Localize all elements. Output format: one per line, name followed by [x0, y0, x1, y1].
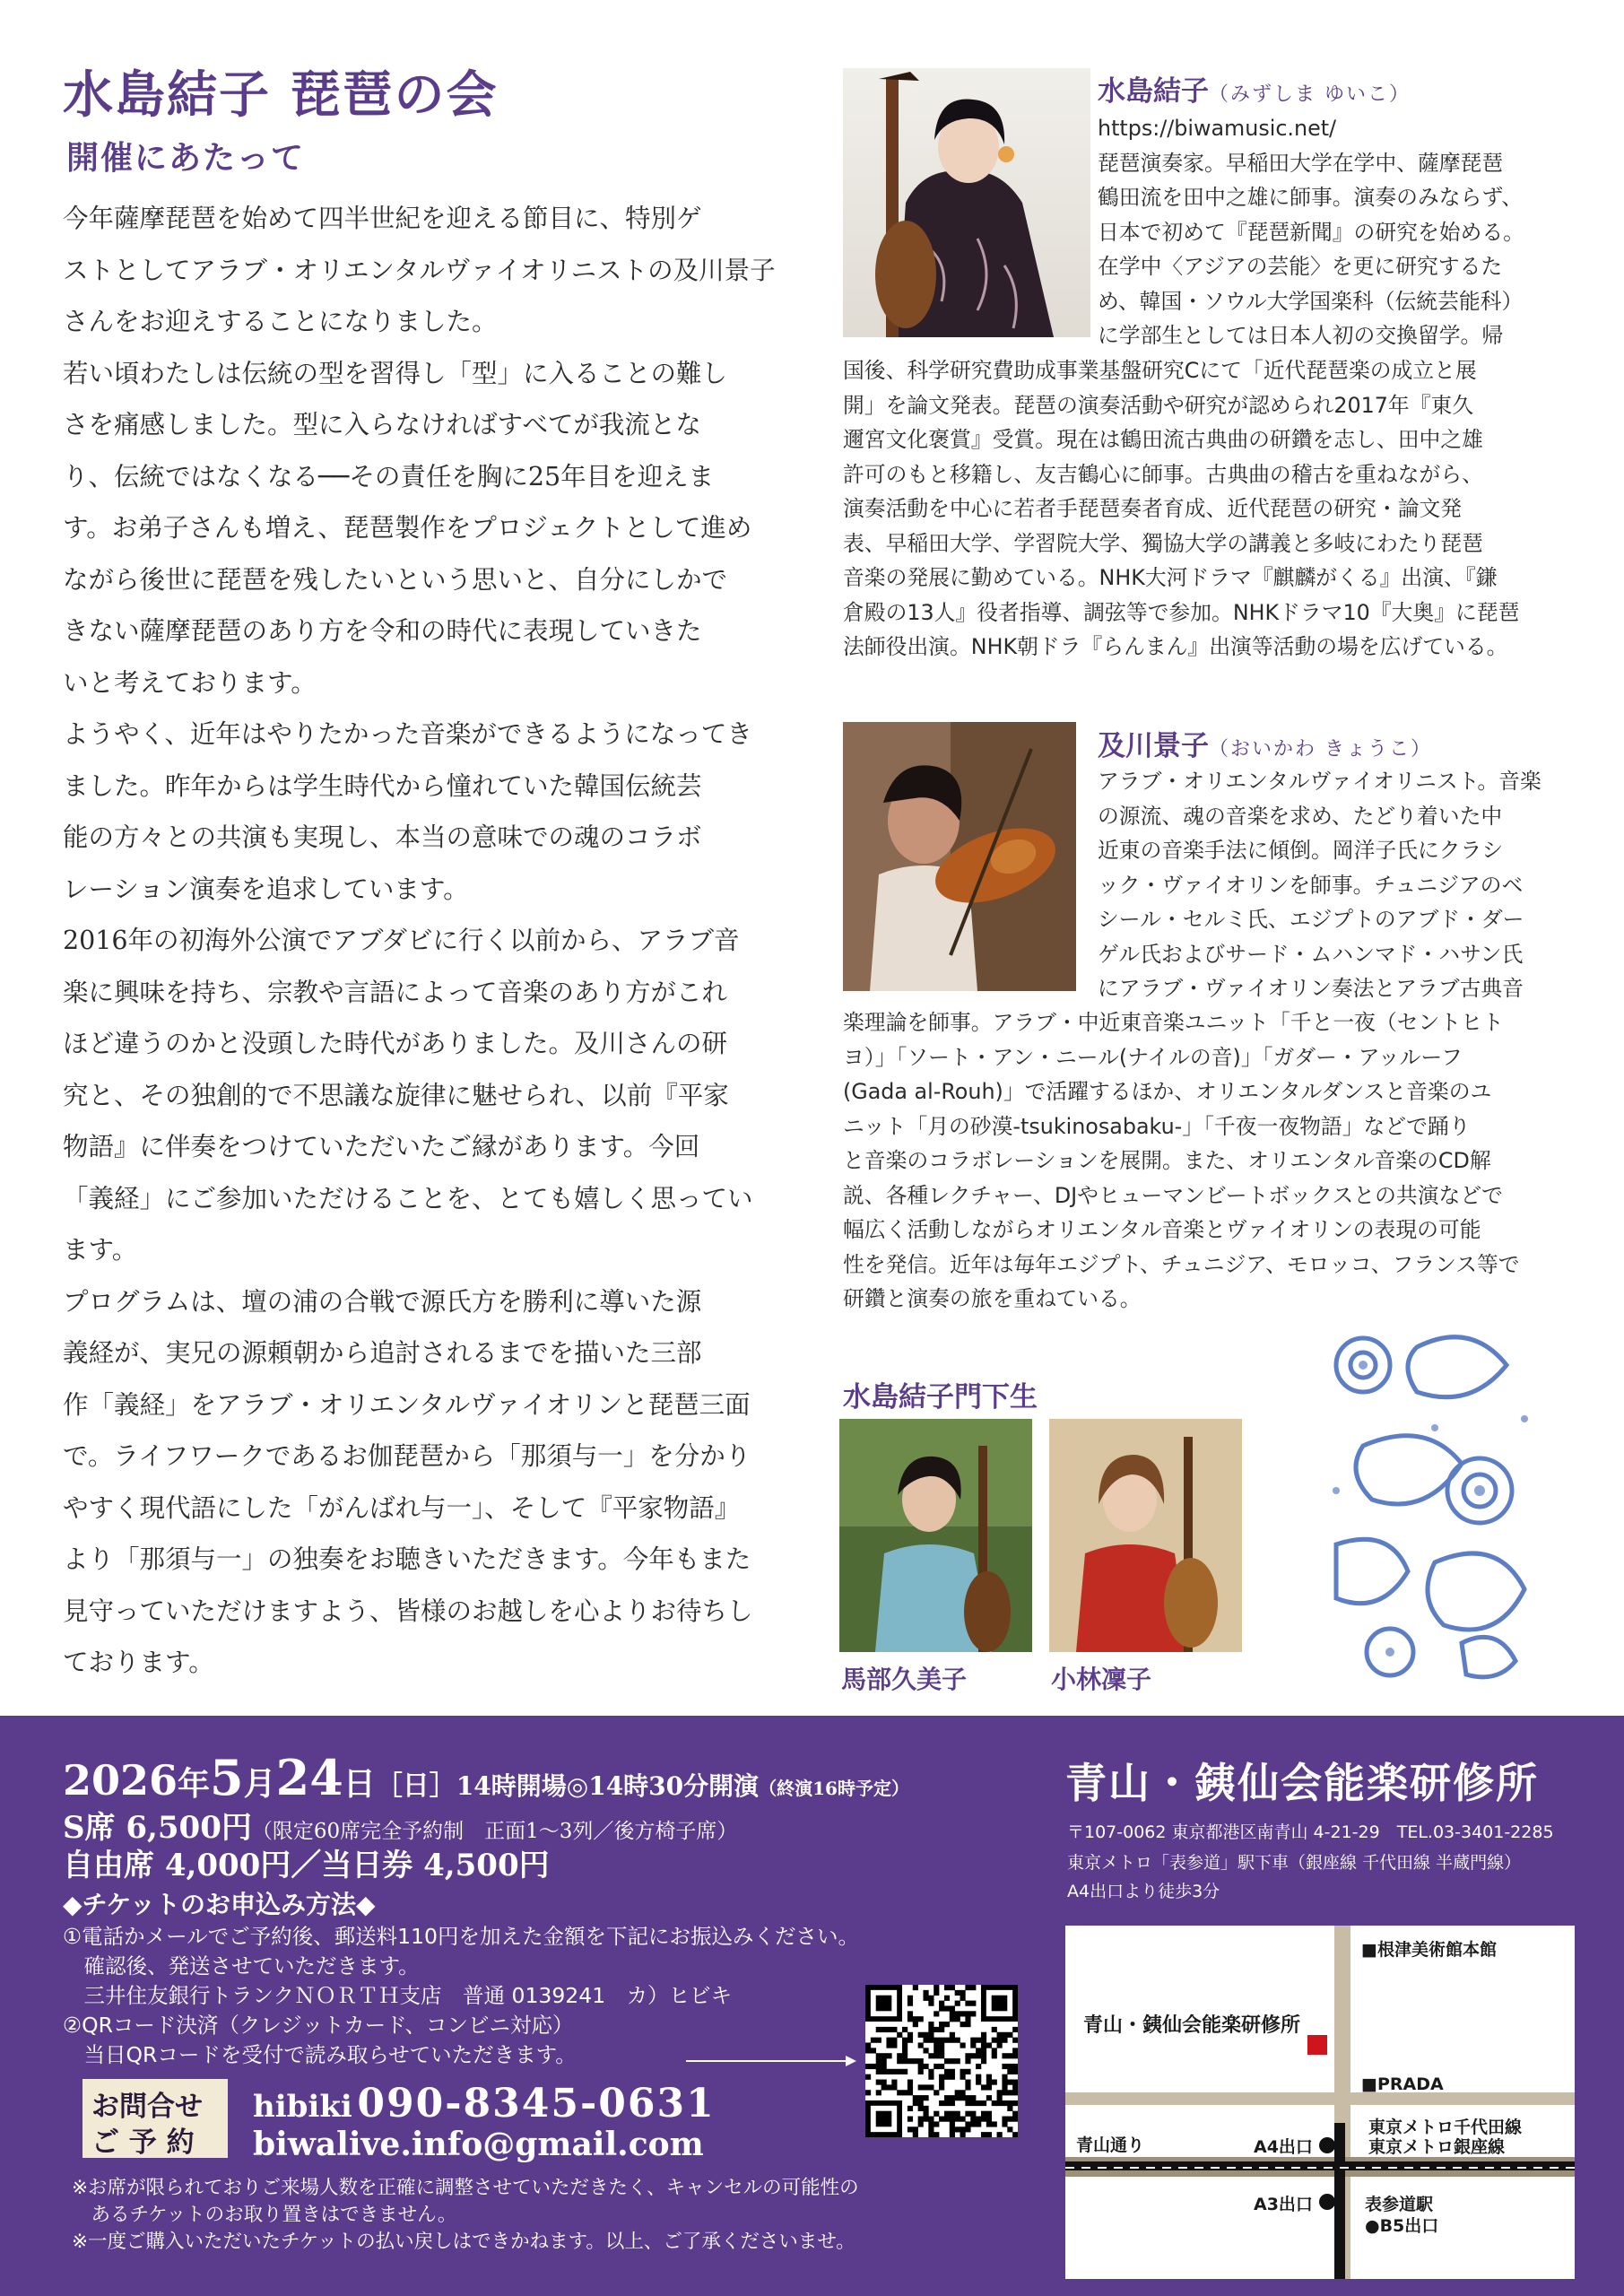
intro-line: 今年薩摩琵琶を始めて四半世紀を迎える節目に、特別ゲ [63, 204, 702, 233]
artist2-bio-line: シール・セルミ氏、エジプトのアブド・ダー [1098, 907, 1524, 932]
event-month: 5 [210, 1749, 244, 1806]
intro-line: ストとしてアラブ・オリエンタルヴァイオリニストの及川景子 [63, 255, 776, 285]
artist2-bio-line: 研鑽と演奏の旅を重ねている。 [843, 1286, 1142, 1311]
s-seat-price: S席 6,500円 [63, 1810, 252, 1846]
event-date-line [63, 1749, 909, 1806]
intro-line: 楽に興味を持ち、宗教や言語によって音楽のあり方がこれ [63, 977, 728, 1007]
floral-ornament [1309, 1311, 1542, 1688]
artist2-bio-line: と音楽のコラボレーションを展開。また、オリエンタル音楽のCD解 [843, 1148, 1491, 1173]
event-end-time: （終演16時予定） [759, 1778, 909, 1799]
intro-line: 義経が、実兄の源頼朝から追討されるまでを描いた三部 [63, 1338, 702, 1368]
students-heading: 水島結子門下生 [843, 1381, 1038, 1413]
ticket-line: 当日QRコードを受付で読み取らせていただきます。 [63, 2042, 577, 2067]
contact-email[interactable]: biwalive.info@gmail.com [253, 2126, 704, 2163]
s-seat-note: （限定60席完全予約制 正面1〜3列／後方椅子席） [251, 1820, 738, 1843]
contact-label-1: お問合せ [91, 2091, 203, 2123]
artist1-bio-line: 鶴田流を田中之雄に師事。演奏のみならず、 [1098, 185, 1524, 210]
artist2-bio-line: にアラブ・ヴァイオリン奏法とアラブ古典音 [1098, 976, 1524, 1001]
intro-line: 見守っていただけますよう、皆様のお越しを心よりお待ちし [63, 1596, 753, 1626]
qr-code[interactable] [865, 1985, 1018, 2137]
artist1-bio-line: 表、早稲田大学、学習院大学、獨協大学の講義と多岐にわたり琵琶 [843, 530, 1483, 556]
map-prada: ■PRADA [1361, 2074, 1444, 2094]
artist2-bio-line: の源流、魂の音楽を求め、たどり着いた中 [1098, 803, 1503, 829]
artist2-name-text: 及川景子 [1098, 730, 1209, 762]
intro-line: ほど違うのかと没頭した時代がありました。及川さんの研 [63, 1029, 728, 1058]
venue-access-1: 東京メトロ「表参道」駅下車（銀座線 千代田線 半蔵門線） [1067, 1853, 1522, 1873]
intro-line: きない薩摩琵琶のあり方を令和の時代に表現していきた [63, 616, 702, 646]
ticket-notes [72, 2175, 859, 2256]
event-day-unit: 日 [343, 1765, 376, 1803]
event-month-unit: 月 [243, 1765, 276, 1803]
contact-name: hibiki [253, 2089, 352, 2125]
artist1-bio-line: に学部生としては日本人初の交換留学。帰 [1098, 323, 1504, 348]
intro-line: やすく現代語にした「がんばれ与一」、そして『平家物語』 [63, 1492, 741, 1523]
note-line: あるチケットのお取り置きはできません。 [72, 2204, 457, 2226]
intro-line: プログラムは、壇の浦の合戦で源氏方を勝利に導いた源 [63, 1286, 702, 1317]
ticket-instructions [63, 1922, 859, 2070]
artist1-bio-line: 開」を論文発表。琵琶の演奏活動や研究が認められ2017年『東久 [843, 392, 1474, 418]
artist2-bio-line: 幅広く活動しながらオリエンタル音楽とヴァイオリンの表現の可能 [843, 1217, 1481, 1242]
intro-line: さを痛感しました。型に入らなければすべてが我流とな [63, 410, 701, 439]
intro-line: 若い頃わたしは伝統の型を習得し「型」に入ることの難し [63, 358, 728, 388]
artist1-bio-line: 許可のもと移籍し、友吉鶴心に師事。古典曲の稽古を重ねながら、 [843, 461, 1483, 487]
intro-line: 物語』に伴奏をつけていただいたご縁があります。今回 [63, 1132, 700, 1161]
venue-access-2: A4出口より徒歩3分 [1067, 1882, 1220, 1901]
event-weekday: ［日］ [375, 1770, 456, 1802]
artist1-bio-line: 演奏活動を中心に若者手琵琶奏者育成、近代琵琶の研究・論文発 [843, 496, 1463, 521]
artist2-bio-line: 性を発信。近年は毎年エジプト、チュニジア、モロッコ、フランス等で [843, 1251, 1520, 1277]
contact-label-box [83, 2079, 228, 2158]
artist2-bio-line: アラブ・オリエンタルヴァイオリニスト。音楽 [1098, 769, 1541, 794]
access-map [1065, 1926, 1575, 2279]
intro-line: レーション演奏を追求しています。 [63, 874, 469, 904]
event-year-unit: 年 [178, 1765, 211, 1803]
artist1-bio-line: 在学中〈アジアの芸能〉を更に研究するた [1098, 254, 1503, 279]
venue-name: 青山・銕仙会能楽研修所 [1065, 1759, 1539, 1807]
event-day: 24 [275, 1749, 343, 1806]
intro-line: ながら後世に琵琶を残したいという思いと、自分にしかで [63, 564, 728, 595]
map-chiyoda-line: 東京メトロ千代田線 [1368, 2118, 1523, 2137]
event-year: 2026 [63, 1756, 178, 1805]
intro-line: 2016年の初海外公演でアブダビに行く以前から、アラブ音 [63, 926, 740, 955]
intro-line: で。ライフワークであるお伽琵琶から「那須与一」を分かり [63, 1441, 751, 1471]
ticket-line: ②QRコード決済（クレジットカード、コンビニ対応） [63, 2013, 574, 2038]
map-exit-b5: ●B5出口 [1365, 2216, 1439, 2236]
intro-line: ております。 [63, 1648, 214, 1677]
ticket-line: 三井住友銀行トランクＮＯＲＴＨ支店 普通 0139241 カ）ヒビキ [63, 1983, 733, 2008]
student2-photo [1049, 1419, 1242, 1652]
artist1-kana: （みずしま ゆいこ） [1209, 83, 1411, 106]
intro-line: り、伝統ではなくなる──その責任を胸に25年目を迎えま [63, 461, 715, 491]
free-seat-price: 自由席 4,000円／当日券 4,500円 [63, 1848, 550, 1883]
intro-line: ました。昨年からは学生時代から憧れていた韓国伝統芸 [63, 770, 702, 801]
ticket-line: 確認後、発送させていただきます。 [63, 1953, 420, 1979]
intro-line: 「義経」にご参加いただけることを、とても嬉しく思ってい [63, 1183, 753, 1213]
ticket-heading: ◆チケットのお申込み方法◆ [63, 1890, 376, 1919]
artist1-bio-line: 国後、科学研究費助成事業基盤研究Cにて「近代琵琶楽の成立と展 [843, 358, 1477, 383]
event-times: 14時開場◎14時30分開演 [456, 1771, 760, 1801]
artist1-bio-line: 琵琶演奏家。早稲田大学在学中、薩摩琵琶 [1098, 150, 1504, 176]
artist2-name [1098, 723, 1432, 763]
artist1-bio-bottom [843, 353, 1519, 665]
artist1-bio-line: 邇宮文化褒賞』受賞。現在は鶴田流古典曲の研鑽を志し、田中之雄 [843, 427, 1483, 452]
map-exit-a3: A3出口 [1254, 2195, 1313, 2214]
mizushima-photo [843, 68, 1090, 337]
artist1-bio-line: 日本で初めて『琵琶新聞』の研究を始める。 [1098, 219, 1524, 245]
intro-line: ようやく、近年はやりたかった音楽ができるようになってき [63, 719, 752, 749]
intro-line: さんをお迎えすることになりました。 [63, 307, 498, 336]
intro-line: 能の方々との共演も実現し、本当の意味での魂のコラボ [63, 822, 702, 852]
artist2-bio-line: ック・ヴァイオリンを師事。チュニジアのベ [1098, 872, 1524, 898]
intro-text [63, 193, 780, 1689]
artist1-name [1098, 68, 1411, 109]
artist2-bio-line: ゲル氏およびサード・ムハンマド・ハサン氏 [1098, 941, 1524, 967]
artist2-bio-line: 楽理論を師事。アラブ・中近東音楽ユニット「千と一夜（セントヒト [843, 1010, 1504, 1035]
venue-address: 〒107-0062 東京都港区南青山 4-21-29 TEL.03-3401-2285 [1067, 1822, 1554, 1842]
map-aoyama-dori: 青山通り [1076, 2135, 1145, 2155]
artist1-bio-top [1098, 111, 1524, 353]
student1-name: 馬部久美子 [841, 1665, 968, 1694]
intro-line: 究と、その独創的で不思議な旋律に魅せられ、以前『平家 [63, 1080, 729, 1110]
artist1-bio-line: 音楽の発展に勤めている。NHK大河ドラマ『麒麟がくる』出演、『鎌 [843, 565, 1498, 590]
intro-line: す。お弟子さんも増え、琵琶製作をプロジェクトとして進め [63, 513, 752, 543]
artist2-bio-top [1098, 764, 1541, 1006]
artist1-name-text: 水島結子 [1098, 75, 1209, 108]
intro-line: ます。 [63, 1235, 138, 1265]
note-line: ※一度ご購入いただいたチケットの払い戻しはできかねます。以上、ご了承くださいませ。 [72, 2231, 855, 2253]
intro-line: より「那須与一」の独奏をお聴きいただきます。今年もまた [63, 1544, 751, 1574]
oikawa-photo [843, 722, 1076, 991]
map-ginza-line: 東京メトロ銀座線 [1368, 2137, 1506, 2157]
student1-photo [839, 1419, 1032, 1652]
contact-phone-line [253, 2081, 716, 2126]
page-title: 水島結子 琵琶の会 [63, 65, 499, 125]
artist1-bio-line: https://biwamusic.net/ [1098, 116, 1337, 141]
artist1-bio-line: 倉殿の13人』役者指導、調弦等で参加。NHKドラマ10『大奥』に琵琶 [843, 599, 1520, 625]
map-nezu-museum: ■根津美術館本館 [1361, 1940, 1497, 1960]
map-exit-a4: A4出口 [1254, 2137, 1313, 2157]
arrow-to-qr [686, 2054, 856, 2071]
artist2-bio-line: 近東の音楽手法に傾倒。岡洋子氏にクラシ [1098, 838, 1504, 863]
section-subtitle: 開催にあたって [66, 139, 306, 177]
intro-line: いと考えております。 [63, 667, 317, 698]
note-line: ※お席が限られておりご来場人数を正確に調整させていただきたく、キャンセルの可能性の [72, 2177, 859, 2199]
artist2-bio-line: (Gada al-Rouh)」で活躍するほか、オリエンタルダンスと音楽のユ [843, 1079, 1492, 1104]
map-station: 表参道駅 [1365, 2195, 1434, 2214]
artist2-bio-bottom [843, 1005, 1520, 1317]
artist1-bio-line: 法師役出演。NHK朝ドラ『らんまん』出演等活動の場を広げている。 [843, 634, 1508, 659]
intro-line: 作「義経」をアラブ・オリエンタルヴァイオリンと琵琶三面 [63, 1389, 751, 1420]
artist2-kana: （おいかわ きょうこ） [1209, 738, 1432, 761]
contact-phone[interactable]: 090-8345-0631 [357, 2081, 716, 2126]
map-venue-label: 青山・銕仙会能楽研修所 [1083, 2014, 1301, 2037]
artist2-bio-line: 説、各種レクチャー、DJやヒューマンビートボックスとの共演などで [843, 1182, 1503, 1208]
artist2-bio-line: ニット「月の砂漠-tsukinosabaku-」「千夜一夜物語」などで踊り [843, 1113, 1471, 1139]
artist2-bio-line: ヨ）」「ソート・アン・ニール(ナイルの音)」「ガダー・アッルーフ [843, 1044, 1463, 1070]
ticket-line: ①電話かメールでご予約後、郵送料110円を加えた金額を下記にお振込みください。 [63, 1924, 859, 1949]
contact-label-2: ご 予 約 [91, 2126, 195, 2159]
student2-name: 小林凜子 [1051, 1665, 1152, 1694]
artist1-bio-line: め、韓国・ソウル大学国楽科（伝統芸能科） [1098, 288, 1524, 314]
